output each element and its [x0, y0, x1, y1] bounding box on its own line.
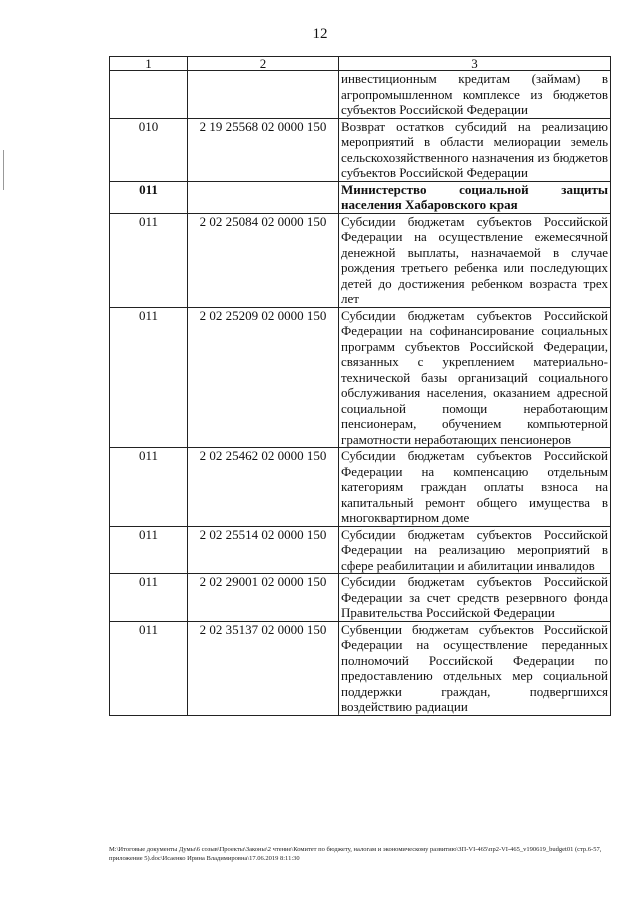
- row-budget-code: [188, 181, 339, 213]
- row-code: [110, 71, 188, 119]
- table-row: [110, 307, 611, 448]
- table-row: [110, 526, 611, 574]
- page-number: 12: [312, 26, 328, 42]
- header-col-3: 3: [339, 57, 611, 71]
- row-description: Субсидии бюджетам субъектов Российской Федерации на софинансирование социальных программ субъектов Российской Федерации, связанных с укреплением материально-технической базы организаций социального обслуживания населения, оказанием адресной социальной помощи неработающим пенсионерам, обучением компьютерной грамотности неработающих пенсионеров: [339, 307, 611, 448]
- row-code: 010: [110, 118, 188, 181]
- row-description: Субсидии бюджетам субъектов Российской Федерации на реализацию мероприятий в сфере реабилитации и абилитации инвалидов: [339, 526, 611, 574]
- table-row: [110, 213, 611, 307]
- row-description: инвестиционным кредитам (займам) в агропромышленном комплексе из бюджетов субъектов Российской Федерации: [339, 71, 611, 119]
- table-row: [110, 574, 611, 622]
- row-description: Возврат остатков субсидий на реализацию мероприятий в области мелиорации земель сельскохозяйственного назначения из бюджетов субъектов Российской Федерации: [339, 118, 611, 181]
- row-code: 011: [110, 621, 188, 715]
- file-path-footer: M:\Итоговые документы Думы\6 созыв\Проекты\Законы\2 чтение\Комитет по бюджету, налогам и экономическому развитию\ЗП-VI-465\пр2-VI-465_v190619_budget01 (стр.6-57, приложение 5).doc\Исаенко Ирина Владимировна\17.06.2019 8:11:30: [109, 846, 602, 862]
- table-row: [110, 181, 611, 213]
- row-budget-code: 2 02 25462 02 0000 150: [188, 448, 339, 527]
- table-row: [110, 448, 611, 527]
- row-description: Министерство социальной защиты населения Хабаровского края: [339, 181, 611, 213]
- row-description: Субсидии бюджетам субъектов Российской Федерации на компенсацию отдельным категориям граждан оплаты взноса на капитальный ремонт общего имущества в многоквартирном доме: [339, 448, 611, 527]
- table-row: [110, 71, 611, 119]
- header-col-2: 2: [188, 57, 339, 71]
- table-header-row: [110, 57, 611, 71]
- row-budget-code: 2 02 25084 02 0000 150: [188, 213, 339, 307]
- table-row: [110, 118, 611, 181]
- header-col-1: 1: [110, 57, 188, 71]
- row-code: 011: [110, 213, 188, 307]
- row-code: 011: [110, 181, 188, 213]
- row-budget-code: 2 02 25514 02 0000 150: [188, 526, 339, 574]
- table-row: [110, 621, 611, 715]
- row-code: 011: [110, 526, 188, 574]
- row-code: 011: [110, 448, 188, 527]
- row-budget-code: 2 02 25209 02 0000 150: [188, 307, 339, 448]
- row-description: Субсидии бюджетам субъектов Российской Федерации на осуществление ежемесячной денежной выплаты, назначаемой в случае рождения третьего ребенка или последующих детей до достижения ребенком возраста трех лет: [339, 213, 611, 307]
- row-budget-code: [188, 71, 339, 119]
- row-description: Субвенции бюджетам субъектов Российской Федерации на осуществление переданных полномочий Российской Федерации по предоставлению отдельных мер социальной поддержки граждан, подвергшихся воздействию радиации: [339, 621, 611, 715]
- margin-mark: [3, 150, 4, 190]
- revenue-codes-table: [109, 56, 611, 716]
- row-budget-code: 2 02 29001 02 0000 150: [188, 574, 339, 622]
- row-code: 011: [110, 307, 188, 448]
- row-budget-code: 2 02 35137 02 0000 150: [188, 621, 339, 715]
- row-budget-code: 2 19 25568 02 0000 150: [188, 118, 339, 181]
- row-description: Субсидии бюджетам субъектов Российской Федерации за счет средств резервного фонда Правительства Российской Федерации: [339, 574, 611, 622]
- row-code: 011: [110, 574, 188, 622]
